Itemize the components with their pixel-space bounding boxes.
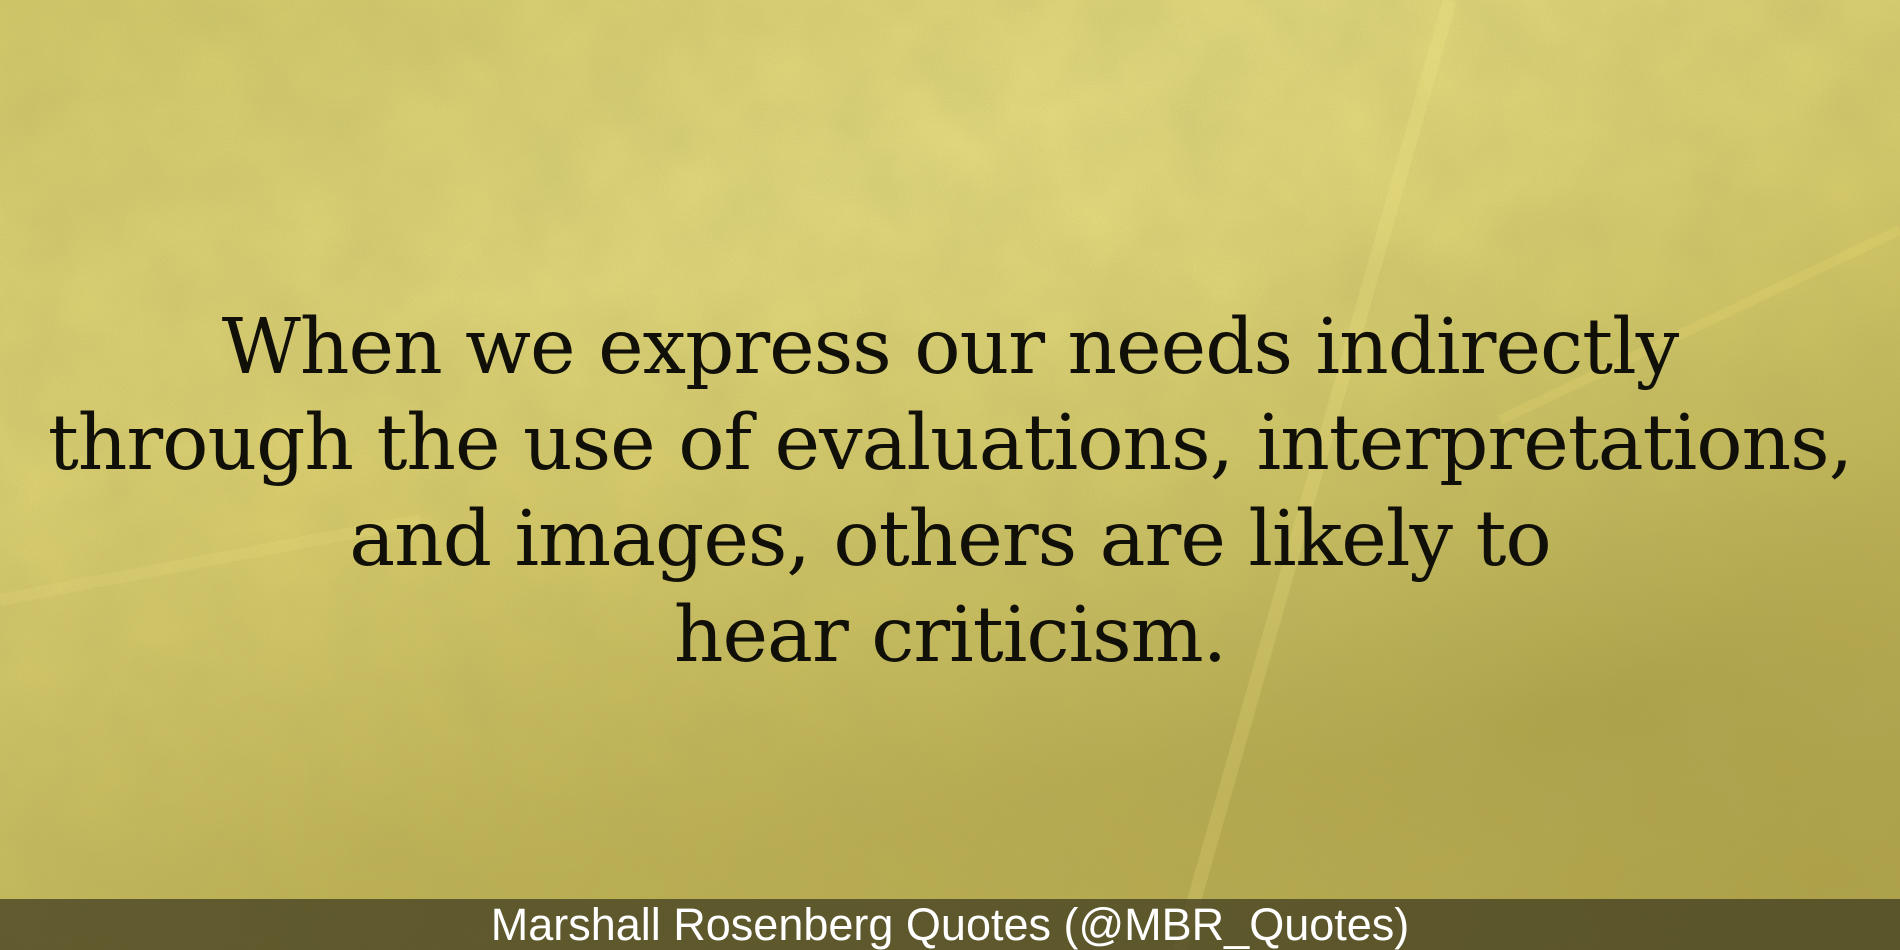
quote-line: When we express our needs indirectly	[221, 303, 1679, 392]
quote-text	[40, 300, 1860, 684]
attribution-text: Marshall Rosenberg Quotes (@MBR_Quotes)	[490, 899, 1410, 950]
quote-line: hear criticism.	[673, 591, 1227, 680]
quote-line: and images, others are likely to	[349, 495, 1551, 584]
quote-line: through the use of evaluations, interpretations,	[47, 399, 1853, 488]
